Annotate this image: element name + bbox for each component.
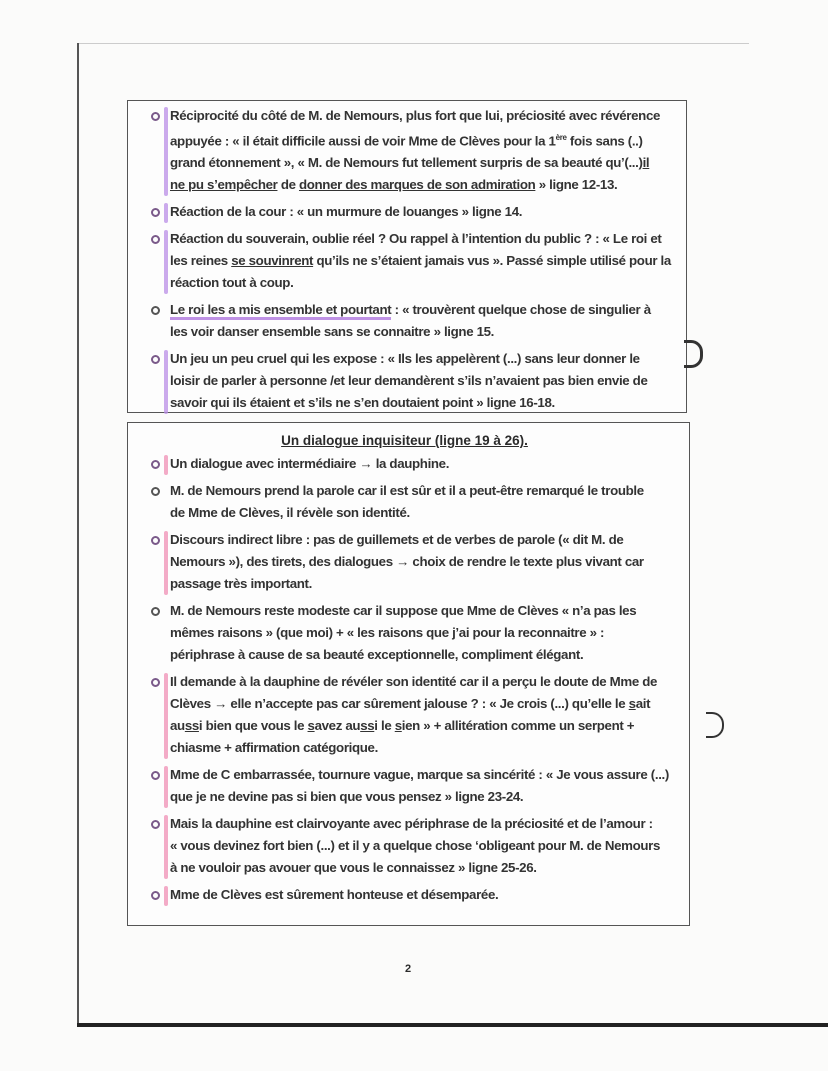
text-line [170, 529, 689, 551]
underlined-text: ss [360, 718, 375, 733]
text-segment: M. de Nemours prend la parole car il est sûr et il a peut-être remarqué le trouble [170, 483, 644, 498]
text-line [170, 370, 686, 392]
list-item [128, 299, 686, 343]
list-item [128, 480, 689, 524]
text-line [170, 573, 689, 595]
text-line [170, 392, 686, 414]
text-segment: savoir qui ils étaient et s’ils ne s’en doutaient point » ligne 16-18. [170, 395, 555, 411]
page-edge-left [77, 43, 79, 1027]
notes-box-dialogue [127, 422, 690, 926]
text-segment: de Mme de Clèves, il révèle son identité. [170, 505, 410, 520]
text-segment: appuyée : « il était difficile aussi de voir Mme de Clèves pour la 1 [170, 133, 556, 149]
text-segment: passage très important. [170, 576, 312, 591]
text-line [170, 174, 686, 196]
text-segment: M. de Nemours reste modeste car il suppose que Mme de Clèves « n’a pas les [170, 603, 637, 618]
highlighter-mark [164, 815, 168, 879]
text-line [170, 737, 689, 759]
text-line [170, 502, 689, 524]
text-segment: Mme de Clèves est sûrement honteuse et désemparée. [170, 887, 499, 902]
page-edge-bottom [77, 1023, 828, 1027]
list-item [128, 201, 686, 223]
text-line [170, 201, 686, 223]
list-item [128, 813, 689, 879]
punch-hole-mark [706, 712, 724, 738]
text-line [170, 600, 689, 622]
text-segment: avez au [314, 718, 361, 733]
text-segment: fois sans (..) [566, 133, 643, 149]
bullet-circle-icon [151, 460, 160, 469]
text-line [170, 786, 689, 808]
text-segment: Réciprocité du côté de M. de Nemours, plus fort que lui, préciosité avec révérence [170, 108, 661, 123]
text-segment: Un dialogue avec intermédiaire → la dauphine. [170, 456, 450, 471]
text-segment: loisir de parler à personne /et leur demandèrent s’ils n’avaient pas bien envie de [170, 373, 648, 389]
highlighter-mark [164, 455, 168, 475]
list-item [128, 529, 689, 595]
highlighter-mark [164, 673, 168, 759]
text-line [170, 480, 689, 502]
text-segment: chiasme + affirmation catégorique. [170, 740, 378, 755]
text-line [170, 250, 686, 272]
bullet-circle-icon [151, 235, 160, 244]
page-number: 2 [405, 963, 412, 975]
text-segment: Mme de C embarrassée, tournure vague, marque sa sincérité : « Je vous assure (...) [170, 767, 669, 782]
text-line [170, 348, 686, 370]
bullet-circle-icon [151, 112, 160, 121]
underlined-text: s [394, 718, 402, 733]
list-item [128, 453, 689, 475]
bullet-circle-icon [151, 208, 160, 217]
highlighter-mark [164, 230, 168, 294]
text-segment: i le [374, 718, 395, 733]
bullet-list [128, 105, 686, 414]
punch-hole-mark [684, 340, 703, 368]
text-segment: de [277, 177, 299, 193]
bullet-list [128, 453, 689, 906]
text-segment: ait [635, 696, 651, 711]
text-segment: que je ne devine pas si bien que vous pensez » ligne 23-24. [170, 789, 524, 804]
bullet-circle-icon [151, 678, 160, 687]
underlined-text: se souvinrent [231, 253, 314, 269]
underlined-text: s [307, 718, 315, 733]
bullet-circle-icon [151, 771, 160, 780]
text-segment: qu’ils ne s’étaient jamais vus ». Passé simple utilisé pour la [313, 253, 671, 269]
bullet-circle-icon [151, 891, 160, 900]
page-edge-top [79, 43, 749, 44]
text-segment: i bien que vous le [198, 718, 308, 733]
highlighted-text: Le roi les a mis ensemble et pourtant [170, 302, 391, 320]
text-segment: à ne vouloir pas avouer que vous le connaissez » ligne 25-26. [170, 860, 537, 875]
list-item [128, 105, 686, 196]
text-segment: grand étonnement », « M. de Nemours fut tellement surpris de sa beauté qu’(...) [170, 155, 643, 171]
bullet-circle-icon [151, 487, 160, 496]
notes-box-reactions [127, 100, 687, 413]
text-segment: Mais la dauphine est clairvoyante avec périphrase de la préciosité et de l’amour : [170, 816, 653, 831]
bullet-circle-icon [151, 820, 160, 829]
text-line [170, 321, 686, 343]
list-item [128, 348, 686, 414]
highlighter-mark [164, 531, 168, 595]
text-segment: Il demande à la dauphine de révéler son identité car il a perçu le doute de Mme de [170, 674, 658, 689]
text-line [170, 857, 689, 879]
bullet-circle-icon [151, 355, 160, 364]
list-item [128, 228, 686, 294]
underlined-text: il [642, 155, 650, 171]
highlighter-mark [164, 107, 168, 196]
text-segment: les reines [170, 253, 232, 269]
bullet-circle-icon [151, 306, 160, 315]
list-item [128, 600, 689, 666]
list-item [128, 764, 689, 808]
text-line [170, 644, 689, 666]
text-segment: ère [555, 133, 567, 142]
text-line [170, 715, 689, 737]
bullet-circle-icon [151, 607, 160, 616]
text-segment: réaction tout à coup. [170, 275, 294, 291]
text-line [170, 693, 689, 715]
text-segment: Réaction du souverain, oublie réel ? Ou rappel à l’intention du public ? : « Le roi et [170, 231, 662, 247]
text-segment: Discours indirect libre : pas de guillemets et de verbes de parole (« dit M. de [170, 532, 624, 547]
text-line [170, 105, 686, 127]
text-segment: les voir danser ensemble sans se connaitre » ligne 15. [170, 324, 495, 340]
highlighter-mark [164, 203, 168, 223]
text-line [170, 813, 689, 835]
text-line [170, 764, 689, 786]
text-line [170, 152, 686, 174]
highlighter-mark [164, 350, 168, 414]
text-line [170, 835, 689, 857]
underlined-text: s [628, 696, 636, 711]
bullet-circle-icon [151, 536, 160, 545]
text-line [170, 127, 686, 152]
text-line [170, 884, 689, 906]
text-line [170, 622, 689, 644]
text-segment: : « trouvèrent quelque chose de singulier à [391, 302, 651, 318]
text-line [170, 299, 686, 321]
text-segment: périphrase à cause de sa beauté exceptionnelle, compliment élégant. [170, 647, 584, 662]
underlined-text: ss [184, 718, 199, 733]
text-segment: » ligne 12-13. [535, 177, 618, 193]
text-segment: mêmes raisons » (que moi) + « les raisons que j’ai pour la reconnaitre » : [170, 625, 605, 640]
underlined-text: donner des marques de son admiration [298, 177, 536, 193]
text-segment: au [170, 718, 185, 733]
text-segment: Un jeu un peu cruel qui les expose : « Ils les appelèrent (...) sans leur donner le [170, 351, 640, 367]
text-line [170, 453, 689, 475]
text-line [170, 671, 689, 693]
text-segment: Clèves → elle n’accepte pas car sûrement jalouse ? : « Je crois (...) qu’elle le [170, 696, 629, 711]
list-item [128, 671, 689, 759]
underlined-text: ne pu s’empêcher [170, 177, 278, 193]
text-segment: ien » + allitération comme un serpent + [401, 718, 635, 733]
text-line [170, 551, 689, 573]
text-line [170, 272, 686, 294]
text-segment: « vous devinez fort bien (...) et il y a quelque chose ‘obligeant pour M. de Nemours [170, 838, 660, 853]
text-line [170, 228, 686, 250]
text-segment: Nemours »), des tirets, des dialogues → choix de rendre le texte plus vivant car [170, 554, 644, 569]
section-title: Un dialogue inquisiteur (ligne 19 à 26). [281, 433, 528, 448]
highlighter-mark [164, 886, 168, 906]
highlighter-mark [164, 766, 168, 808]
list-item [128, 884, 689, 906]
text-segment: Réaction de la cour : « un murmure de louanges » ligne 14. [170, 204, 523, 220]
